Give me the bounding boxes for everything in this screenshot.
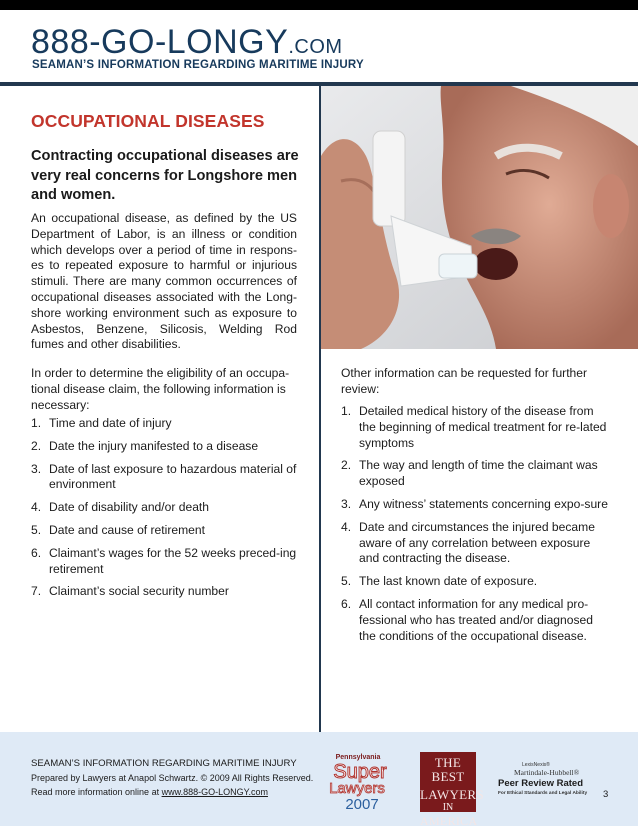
logo-main: 888-GO-LONGY — [31, 23, 289, 61]
svg-text:Super: Super — [333, 761, 387, 783]
list-item: 4. Date of disability and/or death — [31, 500, 210, 515]
martindale-hubbell-badge: LexisNexis® Martindale-Hubbell® Peer Review Rated For Ethical Standards and Legal Ability — [498, 762, 588, 796]
list-item: 5. Date and cause of retirement — [31, 522, 205, 537]
list-item: 4. Date and circumstances the injured became aware of any correlation between exposure and contracting the disease. — [341, 519, 595, 566]
other-info-list — [341, 404, 609, 651]
svg-text:Lawyers: Lawyers — [329, 780, 385, 797]
website-link[interactable]: www.888-GO-LONGY.com — [161, 787, 268, 797]
list-item: 1. Time and date of injury — [31, 416, 172, 430]
inhaler-photo — [321, 86, 638, 349]
footer-read-more: Read more information online at www.888-GO-LONGY.com — [31, 787, 268, 797]
list-item: 7. Claimant’s social security number — [31, 584, 229, 599]
required-info-list — [31, 416, 299, 607]
list-item: 6. All contact information for any medical pro-fessional who has treated and/or diagnosed the conditions of the occupational disease. — [341, 596, 593, 643]
list-item: 3. Date of last exposure to hazardous material of environment — [31, 461, 297, 492]
logo-tld: .COM — [288, 36, 343, 58]
man-using-inhaler-image — [321, 86, 638, 349]
footer-title: SEAMAN’S INFORMATION REGARDING MARITIME INJURY — [31, 758, 297, 769]
page-footer — [0, 732, 638, 826]
list-item: 5. The last known date of exposure. — [341, 574, 538, 589]
list-item: 3. Any witness’ statements concerning expo-sure — [341, 496, 608, 511]
page-header — [0, 10, 638, 81]
svg-text:2007: 2007 — [345, 796, 379, 811]
svg-text:Pennsylvania: Pennsylvania — [335, 754, 381, 761]
definition-paragraph: An occupational disease, as defined by the US Department of Labor, is an illness or condition which develops over a period of time in respons-es to repeated exposure to harmful or injurious stimuli. There are many common occurrences of occupational diseases associated with the Long-shore working environment such as exposure to Asbestos, Benzene, Silicosis, Welding Rod fumes and other disabilities. — [31, 211, 297, 352]
eligibility-paragraph: In order to determine the eligibility of an occupa-tional disease claim, the following information is necessary: — [31, 366, 290, 412]
list-item: 1. Detailed medical history of the disease from the beginning of medical treatment for re-lated symptoms — [341, 404, 607, 450]
page-number: 3 — [603, 789, 609, 800]
header-tagline: SEAMAN’S INFORMATION REGARDING MARITIME INJURY — [32, 59, 364, 71]
super-lawyers-badge — [324, 751, 396, 811]
section-title: OCCUPATIONAL DISEASES — [31, 111, 265, 131]
top-black-bar — [0, 0, 638, 10]
list-item: 2. Date the injury manifested to a disease — [31, 438, 259, 453]
lead-paragraph: Contracting occupational diseases are very real concerns for Longshore men and women. — [31, 148, 299, 203]
list-item: 6. Claimant’s wages for the 52 weeks preced-ing retirement — [31, 545, 297, 576]
list-item: 2. The way and length of time the claimant was exposed — [341, 458, 598, 489]
best-lawyers-badge: THE BEST LAWYERS IN AMERICA — [420, 752, 476, 812]
footer-copyright: Prepared by Lawyers at Anapol Schwartz. © 2009 All Rights Reserved. — [31, 773, 314, 783]
other-info-intro: Other information can be requested for further review: — [341, 366, 588, 396]
